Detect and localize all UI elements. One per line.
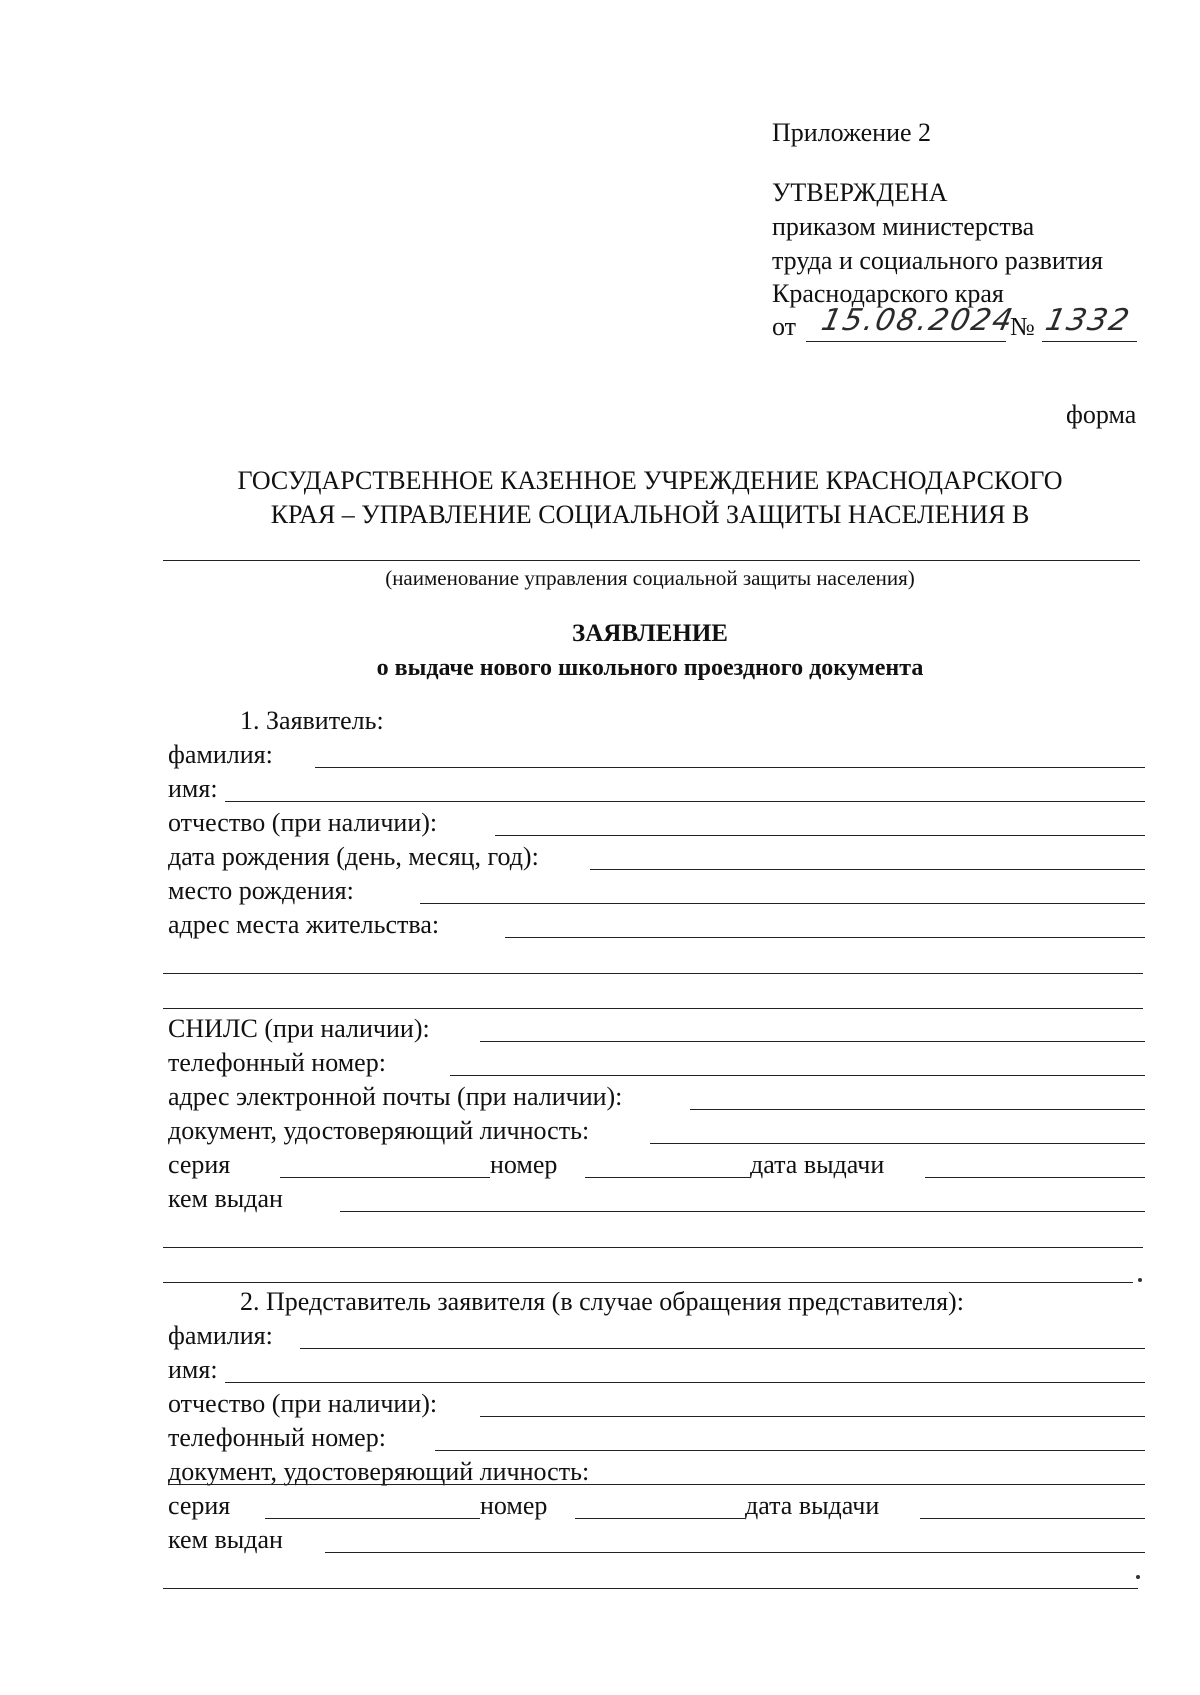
applicant-last-name-field[interactable] <box>315 767 1145 768</box>
applicant-id-doc-row <box>168 1114 1145 1148</box>
applicant-address-row <box>168 908 1145 942</box>
applicant-patronymic-field[interactable] <box>495 835 1145 836</box>
applicant-number-field[interactable] <box>585 1177 750 1178</box>
applicant-email-field[interactable] <box>690 1109 1145 1110</box>
representative-issued-by-row <box>168 1523 1145 1557</box>
representative-first-name-field[interactable] <box>225 1382 1145 1383</box>
section-2-heading: 2. Представитель заявителя (в случае обращения представителя): <box>240 1287 964 1316</box>
applicant-patronymic-row <box>168 806 1145 840</box>
representative-last-name-row <box>168 1319 1145 1353</box>
applicant-last-name-row <box>168 738 1145 772</box>
representative-series-field[interactable] <box>265 1518 480 1519</box>
applicant-phone-row <box>168 1046 1145 1080</box>
representative-series-row <box>168 1489 1145 1523</box>
applicant-first-name-label: имя: <box>168 774 218 803</box>
applicant-id-doc-label: документ, удостоверяющий личность: <box>168 1116 590 1145</box>
applicant-issued-by-field[interactable] <box>340 1211 1145 1212</box>
institution-line-1: ГОСУДАРСТВЕННОЕ КАЗЕННОЕ УЧРЕЖДЕНИЕ КРАСНОДАРСКОГО <box>237 466 1063 495</box>
form-label: форма <box>1066 400 1137 429</box>
applicant-series-label: серия <box>168 1150 231 1179</box>
institution-name-line <box>163 560 1140 561</box>
order-date-prefix: от <box>772 312 797 341</box>
document-title: ЗАЯВЛЕНИЕ <box>572 620 728 647</box>
end-period-2 <box>1136 1575 1140 1579</box>
representative-number-field[interactable] <box>575 1518 745 1519</box>
representative-phone-label: телефонный номер: <box>168 1423 386 1452</box>
applicant-series-field[interactable] <box>280 1177 490 1178</box>
representative-issued-by-field[interactable] <box>325 1552 1145 1553</box>
representative-series-label: серия <box>168 1491 231 1520</box>
applicant-phone-field[interactable] <box>450 1075 1145 1076</box>
order-date-line <box>806 341 1006 342</box>
representative-patronymic-label: отчество (при наличии): <box>168 1389 438 1418</box>
applicant-email-label: адрес электронной почты (при наличии): <box>168 1082 623 1111</box>
order-number-line <box>1042 341 1137 342</box>
applicant-birth-date-label: дата рождения (день, месяц, год): <box>168 842 539 871</box>
applicant-address-field[interactable] <box>505 937 1145 938</box>
institution-caption: (наименование управления социальной защиты населения) <box>385 566 915 590</box>
applicant-snils-label: СНИЛС (при наличии): <box>168 1014 430 1043</box>
applicant-issued-by-line-2[interactable] <box>163 1247 1143 1248</box>
applicant-email-row <box>168 1080 1145 1114</box>
representative-last-name-field[interactable] <box>300 1348 1145 1349</box>
section-1-heading: 1. Заявитель: <box>240 706 384 735</box>
representative-id-doc-label: документ, удостоверяющий личность: <box>168 1457 590 1486</box>
applicant-first-name-row <box>168 772 1145 806</box>
representative-issued-by-line-2[interactable] <box>163 1588 1138 1589</box>
applicant-issued-by-label: кем выдан <box>168 1184 283 1213</box>
appendix-label: Приложение 2 <box>772 118 932 147</box>
applicant-birth-date-row <box>168 840 1145 874</box>
representative-issue-date-field[interactable] <box>920 1518 1145 1519</box>
applicant-issue-date-label: дата выдачи <box>750 1150 885 1179</box>
representative-first-name-label: имя: <box>168 1355 218 1384</box>
institution-line-2: КРАЯ – УПРАВЛЕНИЕ СОЦИАЛЬНОЙ ЗАЩИТЫ НАСЕЛЕНИЯ В <box>270 500 1030 529</box>
representative-phone-field[interactable] <box>435 1450 1145 1451</box>
order-number-handwritten: 1332 <box>1042 303 1135 338</box>
representative-issued-by-label: кем выдан <box>168 1525 283 1554</box>
representative-last-name-label: фамилия: <box>168 1321 273 1350</box>
applicant-birth-place-row <box>168 874 1145 908</box>
applicant-issued-by-row <box>168 1182 1145 1216</box>
representative-patronymic-field[interactable] <box>480 1416 1145 1417</box>
applicant-address-line-3[interactable] <box>163 1008 1143 1009</box>
approved-label: УТВЕРЖДЕНА <box>772 178 948 207</box>
representative-id-doc-field[interactable] <box>168 1484 1145 1485</box>
order-date-handwritten: 15.08.2024 <box>818 303 1018 338</box>
representative-patronymic-row <box>168 1387 1145 1421</box>
applicant-address-label: адрес места жительства: <box>168 910 440 939</box>
applicant-birth-place-label: место рождения: <box>168 876 354 905</box>
approved-line-1: приказом министерства <box>772 212 1035 241</box>
applicant-snils-row <box>168 1012 1145 1046</box>
representative-number-label: номер <box>480 1491 548 1520</box>
document-subtitle: о выдаче нового школьного проездного документа <box>376 655 924 681</box>
applicant-series-row <box>168 1148 1145 1182</box>
applicant-address-line-2[interactable] <box>163 973 1143 974</box>
applicant-number-label: номер <box>490 1150 558 1179</box>
applicant-issued-by-line-3[interactable] <box>163 1282 1133 1283</box>
applicant-last-name-label: фамилия: <box>168 740 273 769</box>
applicant-first-name-field[interactable] <box>225 801 1145 802</box>
representative-id-doc-row <box>168 1455 1145 1489</box>
approved-line-3: Краснодарского края <box>772 279 1004 308</box>
representative-phone-row <box>168 1421 1145 1455</box>
applicant-id-doc-field[interactable] <box>650 1143 1145 1144</box>
end-period-1 <box>1138 1278 1142 1282</box>
applicant-birth-place-field[interactable] <box>420 903 1145 904</box>
applicant-issue-date-field[interactable] <box>925 1177 1145 1178</box>
representative-issue-date-label: дата выдачи <box>745 1491 880 1520</box>
applicant-phone-label: телефонный номер: <box>168 1048 386 1077</box>
applicant-snils-field[interactable] <box>480 1041 1145 1042</box>
applicant-patronymic-label: отчество (при наличии): <box>168 808 438 837</box>
order-number-prefix: № <box>1010 312 1035 341</box>
approved-line-2: труда и социального развития <box>772 246 1104 275</box>
applicant-birth-date-field[interactable] <box>590 869 1145 870</box>
representative-first-name-row <box>168 1353 1145 1387</box>
